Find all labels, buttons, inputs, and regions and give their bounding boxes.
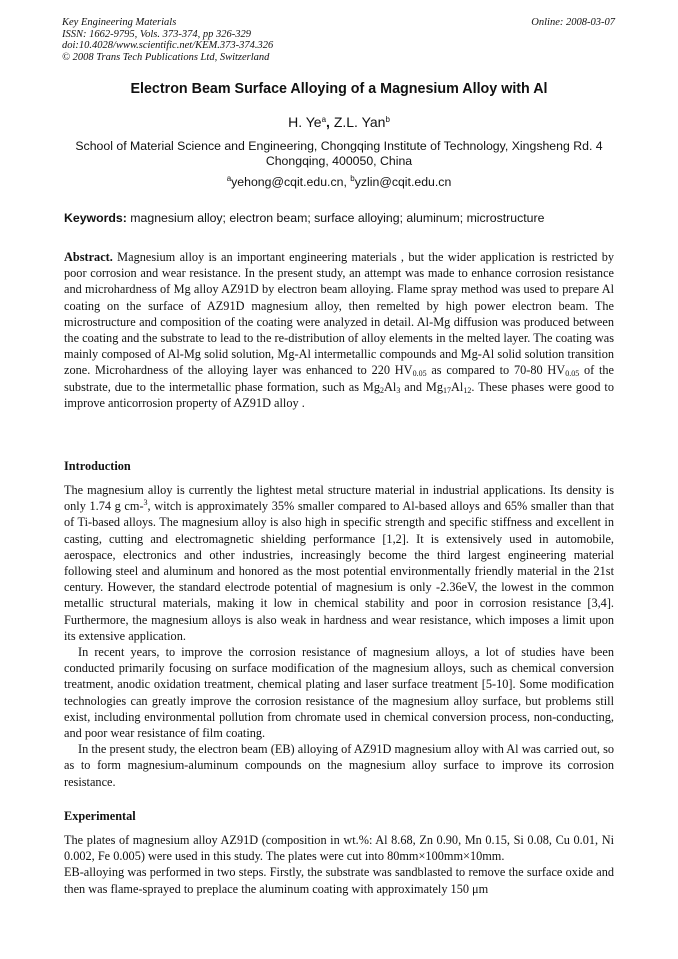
introduction-body — [64, 482, 614, 790]
abstract-text-3: of the substrate, due to the intermetallic phase formation, such as Mg — [64, 363, 615, 394]
copyright-line: © 2008 Trans Tech Publications Ltd, Switzerland — [62, 51, 270, 63]
abstract — [64, 249, 614, 411]
intro-paragraph-2: In recent years, to improve the corrosion resistance of magnesium alloys, a lot of studies have been conducted primarily focusing on surface modification of the magnesium alloys, such as chemical conversion treatment, anodic oxidation treatment, chemical plating and laser surface treatment [5-10]. Some modification technologies can greatly improve the corrosion resistance of the magnesium alloy surface, but problems still exist, including environmental pollution from chromate used in chemical conversion process, non-conducting, and poor wear resistance of film coating. — [64, 645, 614, 741]
abstract-sub-3: 2 — [380, 385, 385, 395]
keywords-text: magnesium alloy; electron beam; surface alloying; aluminum; microstructure — [126, 211, 545, 225]
doi-line: doi:10.4028/www.scientific.net/KEM.373-374.326 — [62, 40, 274, 51]
abstract-text-2: as compared to 70-80 HV — [426, 363, 566, 378]
intro-p1-text-a: The magnesium alloy is currently the lightest metal structure material in industrial applications. Its density is only 1.74 g cm- — [64, 483, 614, 514]
intro-paragraph-1 — [64, 482, 614, 644]
issn-line: ISSN: 1662-9795, Vols. 373-374, pp 326-329 — [62, 28, 251, 40]
journal-header — [62, 17, 273, 63]
abstract-text-6: Al — [451, 379, 464, 394]
author-1: H. Ye — [288, 114, 322, 130]
author-line — [0, 114, 678, 130]
email-line — [0, 175, 678, 189]
email-b: yzlin@cqit.edu.cn — [354, 175, 452, 189]
journal-name: Key Engineering Materials — [62, 17, 177, 28]
abstract-label: Abstract. — [64, 250, 113, 264]
abstract-text-4: Al — [384, 379, 397, 394]
online-date: Online: 2008-03-07 — [531, 17, 615, 28]
abstract-text-1: Magnesium alloy is an important engineering materials , but the wider application is restricted by poor corrosion and wear resistance. In the present study, an attempt was made to enhance corrosion resistance and microhardness of Mg alloy AZ91D by electron beam alloying. Flame spray method was used to prepare Al coating on the surface of AZ91D magnesium alloy, then remelted by high power electron beam. The microstructure and composition of the coating were analyzed in detail. Al-Mg diffusion was produced between the coating and the substrate to lead to the re-distribution of alloy elements in the melted layer. The coating was mainly composed of Al-Mg solid solution, Mg-Al intermetallic compounds and Mg-Al solid solution transition zone. Microhardness of the alloying layer was enhanced to 220 HV — [64, 250, 614, 378]
intro-p1-sup: 3 — [143, 498, 148, 508]
exp-paragraph-1: The plates of magnesium alloy AZ91D (composition in wt.%: Al 8.68, Zn 0.90, Mn 0.15, Si 0.08, Cu 0.01, Ni 0.002, Fe 0.005) were used in this study. The plates were cut into 80mm×100mm×10mm. — [64, 833, 614, 864]
experimental-body — [64, 832, 614, 897]
abstract-paragraph — [64, 249, 614, 411]
intro-paragraph-3: In the present study, the electron beam (EB) alloying of AZ91D magnesium alloy with Al was carried out, so as to form magnesium-aluminum compounds on the magnesium alloy surface to improve its corrosion resistance. — [64, 742, 614, 789]
affiliation: School of Material Science and Engineering, Chongqing Institute of Technology, Xingsheng Rd. 4 Chongqing, 400050, China — [75, 139, 603, 168]
section-heading-introduction: Introduction — [64, 459, 131, 473]
email-a-mark: a — [226, 174, 232, 183]
keywords — [64, 211, 616, 225]
keywords-label: Keywords: — [64, 211, 127, 225]
author-2: Z.L. Yan — [333, 114, 386, 130]
abstract-sub-5: 17 — [443, 385, 452, 395]
section-heading-experimental: Experimental — [64, 809, 136, 823]
paper-title: Electron Beam Surface Alloying of a Magnesium Alloy with Al — [130, 81, 548, 97]
abstract-text-5: and Mg — [400, 379, 444, 394]
exp-paragraph-2: EB-alloying was performed in two steps. Firstly, the substrate was sandblasted to remove the surface oxide and then was flame-sprayed to preplace the aluminum coating with approximately 150 μm — [64, 865, 614, 896]
intro-p1-text-b: , witch is approximately 35% smaller compared to Al-based alloys and 65% smaller than that of Ti-based alloys. The magnesium alloy is also high in specific strength and specific stiffness and excellent in casting, cutting and electromagnetic shielding performance [1,2]. It is extensively used in automobile, aerospace, electronics and other industries, increasingly become the third largest engineering material following steel and aluminum and honored as the most potential environmentally friendly material in the 21st century. However, the standard electrode potential of magnesium is only -2.36eV, the lowest in the common metallic structural materials, making it low in chemical stability and poor in corrosion resistance [3,4]. Furthermore, the magnesium alloys is also weak in hardness and wear resistance, which imposes a limit upon its extensive application. — [64, 499, 614, 643]
abstract-sub-6: 12 — [463, 385, 472, 395]
email-b-mark: b — [350, 174, 355, 183]
abstract-sub-2: 0.05 — [565, 369, 580, 379]
author-2-mark: b — [385, 115, 390, 124]
author-separator: , — [326, 114, 334, 130]
author-1-mark: a — [321, 115, 327, 124]
email-a: yehong@cqit.edu.cn, — [231, 175, 351, 189]
abstract-text-7: . These phases were good to improve anticorrosion property of AZ91D alloy . — [64, 379, 614, 410]
abstract-sub-4: 3 — [396, 385, 401, 395]
abstract-sub-1: 0.05 — [412, 369, 427, 379]
